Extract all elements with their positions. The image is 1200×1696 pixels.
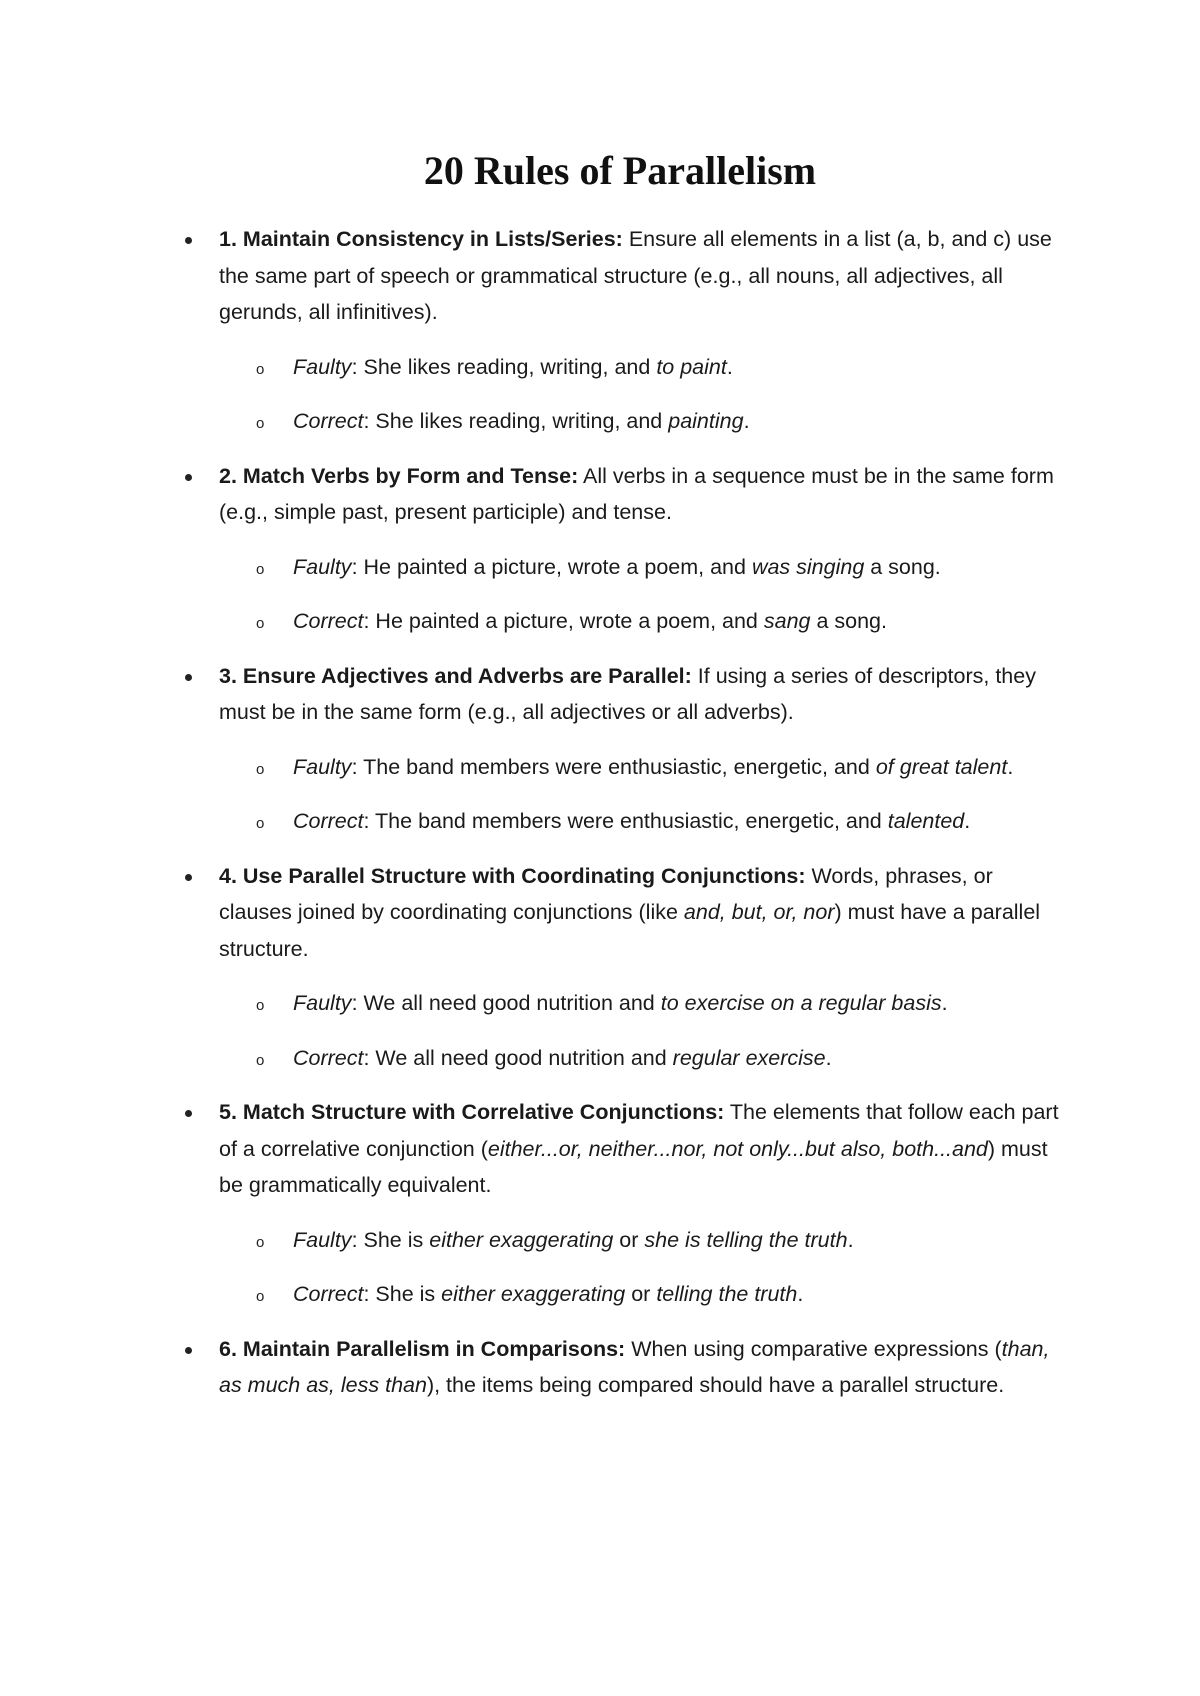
example-emphasis-2: she is telling the truth [644, 1227, 848, 1252]
rule-heading: 2. Match Verbs by Form and Tense: [219, 463, 579, 488]
circle-bullet-icon: o [256, 760, 265, 778]
example-tail: . [743, 409, 750, 433]
rule-5-faulty-example [0, 1222, 1200, 1259]
example-emphasis: talented [887, 809, 965, 833]
rule-4-correct-example [0, 1040, 1200, 1077]
example-emphasis: either exaggerating [429, 1227, 614, 1252]
rule-1 [0, 221, 1200, 331]
rule-heading: 5. Match Structure with Correlative Conjunctions: [219, 1100, 725, 1124]
rule-heading: 1. Maintain Consistency in Lists/Series: [219, 227, 623, 251]
example-tail: . [941, 991, 948, 1015]
example-label: Correct [293, 809, 364, 833]
circle-bullet-icon: o [256, 615, 265, 632]
rule-5-correct-example [0, 1276, 1200, 1313]
rule-body: The elements that follow each part of a correlative conjunction ( [219, 1100, 1059, 1161]
rule-text [219, 1331, 1069, 1404]
circle-bullet-icon: o [256, 1233, 265, 1251]
rule-heading: 6. Maintain Parallelism in Comparisons: [219, 1336, 626, 1361]
rule-3-correct-example [0, 803, 1200, 840]
example-text [293, 549, 1069, 586]
circle-bullet-icon: o [256, 997, 265, 1014]
example-emphasis: was singing [751, 554, 865, 579]
example-text [293, 1040, 1069, 1077]
circle-bullet-icon: o [256, 360, 265, 378]
bullet-icon [185, 237, 192, 244]
example-label: Faulty [293, 1227, 352, 1252]
example-sentence: : We all need good nutrition and [351, 991, 661, 1015]
example-label: Correct [293, 609, 364, 633]
bullet-icon [185, 474, 192, 481]
example-text [293, 603, 1069, 640]
example-tail: . [847, 1227, 854, 1252]
example-label: Correct [293, 409, 364, 433]
example-sentence: : The band members were enthusiastic, energetic, and [351, 754, 876, 779]
example-label: Correct [293, 1045, 364, 1070]
example-emphasis: either exaggerating [441, 1282, 626, 1306]
rule-text [219, 858, 1069, 968]
rule-body-tail: ), the items being compared should have a parallel structure. [426, 1373, 1005, 1397]
rule-body: Ensure all elements in a list (a, b, and c) use the same part of speech or grammatical structure (e.g., all nouns, all adjectives, all gerunds, all infinitives). [219, 227, 1052, 324]
rule-4-faulty-example [0, 985, 1200, 1022]
example-tail: a song. [810, 609, 887, 633]
rule-2 [0, 458, 1200, 531]
rule-6 [0, 1331, 1200, 1404]
rule-text [219, 658, 1069, 731]
rule-1-faulty-example [0, 349, 1200, 386]
example-text [293, 803, 1069, 840]
circle-bullet-icon: o [256, 1051, 265, 1069]
example-label: Faulty [293, 991, 352, 1015]
rule-3 [0, 658, 1200, 731]
example-emphasis: sang [763, 609, 811, 633]
example-middle: or [625, 1282, 657, 1306]
rule-text [219, 458, 1069, 531]
bullet-icon [185, 1110, 192, 1117]
bullet-icon [185, 1347, 192, 1354]
example-label: Faulty [293, 554, 352, 579]
bullet-icon [185, 874, 192, 881]
example-sentence: : We all need good nutrition and [363, 1045, 673, 1070]
rule-list [0, 221, 1200, 1422]
example-middle: or [613, 1227, 645, 1252]
rule-4 [0, 858, 1200, 968]
rule-body-emphasis: and, but, or, nor [683, 900, 835, 924]
example-tail: . [1007, 754, 1014, 779]
example-tail: . [797, 1282, 804, 1306]
example-sentence: : He painted a picture, wrote a poem, and [351, 554, 752, 579]
example-text [293, 1222, 1069, 1259]
example-sentence: : She likes reading, writing, and [363, 409, 669, 433]
rule-5 [0, 1094, 1200, 1204]
example-tail: . [964, 809, 971, 833]
rule-body: Words, phrases, or clauses joined by coordinating conjunctions (like [219, 863, 993, 924]
rule-body-tail: ) must have a parallel structure. [219, 900, 1041, 961]
rule-2-faulty-example [0, 549, 1200, 586]
rule-body: If using a series of descriptors, they must be in the same form (e.g., all adjectives or all adverbs). [219, 663, 1036, 724]
example-tail: . [825, 1045, 832, 1070]
example-sentence: : She likes reading, writing, and [351, 354, 657, 379]
example-label: Faulty [293, 354, 352, 379]
example-label: Faulty [293, 754, 352, 779]
rule-3-faulty-example [0, 749, 1200, 786]
rule-text [219, 1094, 1069, 1204]
circle-bullet-icon: o [256, 1288, 265, 1305]
example-text [293, 985, 1069, 1022]
example-text [293, 403, 1069, 440]
example-label: Correct [293, 1282, 364, 1306]
circle-bullet-icon: o [256, 415, 265, 432]
bullet-icon [185, 674, 192, 681]
example-sentence: : She is [351, 1227, 430, 1252]
example-sentence: : He painted a picture, wrote a poem, and [363, 609, 764, 633]
example-emphasis-2: telling the truth [656, 1282, 798, 1306]
circle-bullet-icon: o [256, 815, 265, 832]
rule-heading: 3. Ensure Adjectives and Adverbs are Parallel: [219, 663, 692, 688]
example-emphasis: regular exercise [672, 1045, 826, 1070]
example-emphasis: to paint [656, 354, 727, 379]
rule-2-correct-example [0, 603, 1200, 640]
example-emphasis: of great talent [875, 754, 1008, 779]
rule-heading: 4. Use Parallel Structure with Coordinating Conjunctions: [219, 863, 806, 888]
example-text [293, 749, 1069, 786]
example-text [293, 1276, 1069, 1313]
example-sentence: : The band members were enthusiastic, energetic, and [363, 809, 888, 833]
circle-bullet-icon: o [256, 560, 265, 578]
rule-body-emphasis: than, as much as, less than [219, 1336, 1050, 1397]
page-title: 20 Rules of Parallelism [423, 148, 817, 193]
example-tail: a song. [864, 554, 941, 579]
example-emphasis: painting [668, 409, 744, 433]
example-tail: . [726, 354, 733, 379]
rule-1-correct-example [0, 403, 1200, 440]
example-sentence: : She is [363, 1282, 442, 1306]
rule-body-tail: ) must be grammatically equivalent. [219, 1136, 1048, 1197]
example-emphasis: to exercise on a regular basis [660, 991, 942, 1015]
example-text [293, 349, 1069, 386]
rule-body: When using comparative expressions ( [625, 1336, 1002, 1361]
rule-body: All verbs in a sequence must be in the same form (e.g., simple past, present participle) and tense. [219, 463, 1054, 524]
rule-text [219, 221, 1069, 331]
rule-body-emphasis: either...or, neither...nor, not only...but also, both...and [487, 1136, 988, 1161]
